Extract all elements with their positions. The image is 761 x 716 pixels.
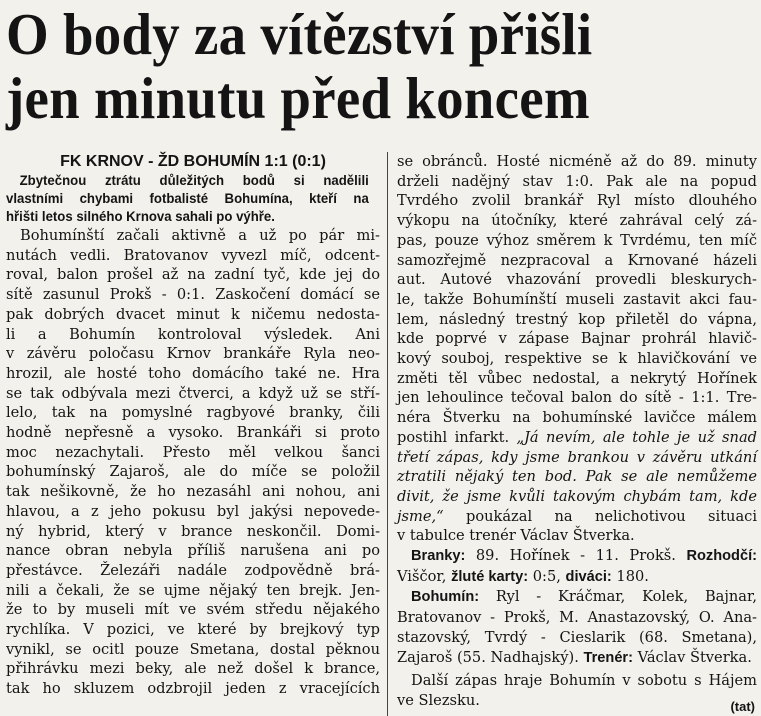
lineup-line xyxy=(397,648,757,669)
body-line: tak nešikovně, že ho nezasáhl ani nohou, ani xyxy=(6,483,380,501)
body-line: samozřejmě nezpracoval a Krnované házeli xyxy=(397,251,757,269)
coach-label: Trenér: xyxy=(583,649,633,666)
body-line: rychlíka. V pozici, ve které by brejkový typ xyxy=(6,621,380,639)
referee-label: Rozhodčí: xyxy=(686,548,757,565)
lineup-line xyxy=(397,587,757,608)
stats-line xyxy=(397,567,757,588)
match-result: FK KRNOV - ŽD BOHUMÍN 1:1 (0:1) xyxy=(60,153,326,170)
body-line: kový souboj, respektive se k hlavičkování ve xyxy=(397,350,757,368)
body-line: lem, následný trestný kop přiletěl do vápna, xyxy=(397,310,757,328)
match-stats xyxy=(397,546,757,587)
body-line: ný hybrid, který v brance neskončil. Domi- xyxy=(6,522,380,540)
headline-line-2: jen minutu před koncem xyxy=(6,65,590,131)
body-line: aut. Autové vhazování provedli bleskurych- xyxy=(397,271,757,289)
column-divider xyxy=(387,152,388,716)
quote-text: třetí zápas, kdy jsme brankou v závěru utkání xyxy=(397,448,757,466)
stats-line xyxy=(397,546,757,567)
next-match xyxy=(397,671,757,710)
coach-value: Václav Štverka. xyxy=(637,648,752,666)
lead-line: Zbytečnou ztrátu důležitých bodů si nadělili xyxy=(19,173,369,188)
body-line xyxy=(397,428,757,448)
quote-line xyxy=(397,448,757,468)
left-column xyxy=(6,152,380,699)
body-line: vynikl, se ocitl pouze Smetana, dostal pěknou xyxy=(6,640,380,658)
lead-paragraph xyxy=(6,172,380,226)
body-line: nance obran nebyla příliš narušena ani po xyxy=(6,542,380,560)
quote-text: „Já nevím, ale tohle je už snad xyxy=(516,428,757,446)
body-line: Tvrdého zvolil brankář Ryl místo dlouhého xyxy=(397,192,757,210)
lineup-line: stazovský, Tvrdý - Cieslarik (68. Smetana), xyxy=(397,628,757,646)
body-line: roval, balon prošel až na zadní tyč, kde jej do xyxy=(6,266,380,284)
body-line: hrozil, ale hosté toho domácího také ne. Hra xyxy=(6,364,380,382)
body-line: nili a čekali, že se ujme nějaký ten brejk. Jen- xyxy=(6,581,380,599)
lineup-text: Zajaroš (55. Nadhajský). xyxy=(397,648,579,666)
body-line: hlavou, a z jeho pokusu byl jakýsi nepovede- xyxy=(6,502,380,520)
quote-text: ztratili nějaký ten bod. Pak se ale nemůžeme xyxy=(397,468,757,486)
right-column xyxy=(397,152,757,711)
team-label: Bohumín: xyxy=(411,589,480,606)
headline xyxy=(6,2,704,130)
quote-text: divit, že jsme kvůli takovým chybám tam, kde xyxy=(397,487,757,505)
body-line: hodně nepřesně a vysoko. Brankáři si proto xyxy=(6,424,380,442)
body-line: výkopu na útočníky, které zahrával celý zá- xyxy=(397,212,757,230)
headline-line-1: O body za vítězství přišli xyxy=(6,1,593,67)
next-match-line: Další zápas hraje Bohumín v sobotu s Hájem xyxy=(411,672,757,690)
next-match-line: ve Slezsku. xyxy=(397,691,480,709)
lead-line: vlastními chybami fotbalisté Bohumína, kteří na xyxy=(6,191,369,206)
referee-value: Viščor, xyxy=(397,567,447,585)
body-line-text: postihl infarkt. xyxy=(397,428,510,446)
body-line: se tak odbývala mezi čtverci, a když už se stří- xyxy=(6,384,380,402)
body-line: jen lehoulince tečoval balon do sítě - 1:1. Tre- xyxy=(397,389,757,407)
cards-label: žluté karty: xyxy=(451,568,529,585)
body-line: že to by museli mít ve svém středu nějakého xyxy=(6,601,380,619)
body-line: néra Štverku na bohumínské lavičce málem xyxy=(397,409,757,427)
lead-line: hřišti letos silného Krnova sahali po výhře. xyxy=(6,209,275,224)
body-line: moc nezachytali. Přesto měl velkou šanci xyxy=(6,443,380,461)
body-line: pak dobrých dvacet minut k ničemu nedosta- xyxy=(6,305,380,323)
body-line: le, takže Bohumínští museli zastavit akci fau- xyxy=(397,290,757,308)
quote-line xyxy=(397,507,757,527)
body-line: li a Bohumín kontroloval výsledek. Ani xyxy=(6,325,380,343)
body-paragraph-right xyxy=(397,152,757,546)
body-line: sítě zasunul Prokš - 0:1. Zaskočení domácí se xyxy=(6,286,380,304)
quote-attribution-line: v tabulce trenér Václav Štverka. xyxy=(397,527,635,545)
spectators-value: 180. xyxy=(616,567,649,585)
body-line: lelo, tak na pomyslné ragbyové branky, čili xyxy=(6,404,380,422)
body-line: kde poprvé v zápase Bajnar prohrál hlavič- xyxy=(397,330,757,348)
cards-value: 0:5, xyxy=(532,567,561,585)
body-line: změti těl vůbec nedostal, a nekrytý Hořínek xyxy=(397,369,757,387)
quote-text: jsme,“ xyxy=(397,507,444,525)
quote-line xyxy=(397,467,757,487)
body-line: bohumínský Zajaroš, ale do míče se položil xyxy=(6,463,380,481)
body-line: v závěru poločasu Krnov brankáře Ryla neo- xyxy=(6,345,380,363)
goals-label: Branky: xyxy=(411,548,466,565)
body-line: přihrávku mezi beky, ale než došel k brance, xyxy=(6,660,380,678)
quote-line xyxy=(397,487,757,507)
author-signature: (tat) xyxy=(730,699,755,714)
body-line: přestávce. Železáři nadále zodpovědně brá- xyxy=(6,561,380,579)
goals-value: 89. Hořínek - 11. Prokš. xyxy=(475,547,676,565)
body-line: nutách vedli. Bratovanov vyvezl míč, odcent- xyxy=(6,246,380,264)
lineup xyxy=(397,587,757,668)
quote-attribution: poukázal na nelichotivou situaci xyxy=(465,507,757,525)
body-line: tak ho skluzem odzbrojil jeden z vracejících xyxy=(6,680,380,698)
body-line: se obránců. Hosté nicméně až do 89. minuty xyxy=(397,153,757,170)
lineup-line: Bratovanov - Prokš, M. Anastazovský, O. Ana- xyxy=(397,609,757,627)
lineup-text: Ryl - Kráčmar, Kolek, Bajnar, xyxy=(495,588,758,606)
body-line: pas, pouze výhoz směrem k Tvrdému, ten míč xyxy=(397,231,757,249)
body-line: Bohumínští začali aktivně a už po pár mi- xyxy=(20,227,380,244)
body-paragraph-left xyxy=(6,226,380,699)
body-line: drželi nadějný stav 1:0. Pak ale na popud xyxy=(397,172,757,190)
spectators-label: diváci: xyxy=(565,568,612,585)
